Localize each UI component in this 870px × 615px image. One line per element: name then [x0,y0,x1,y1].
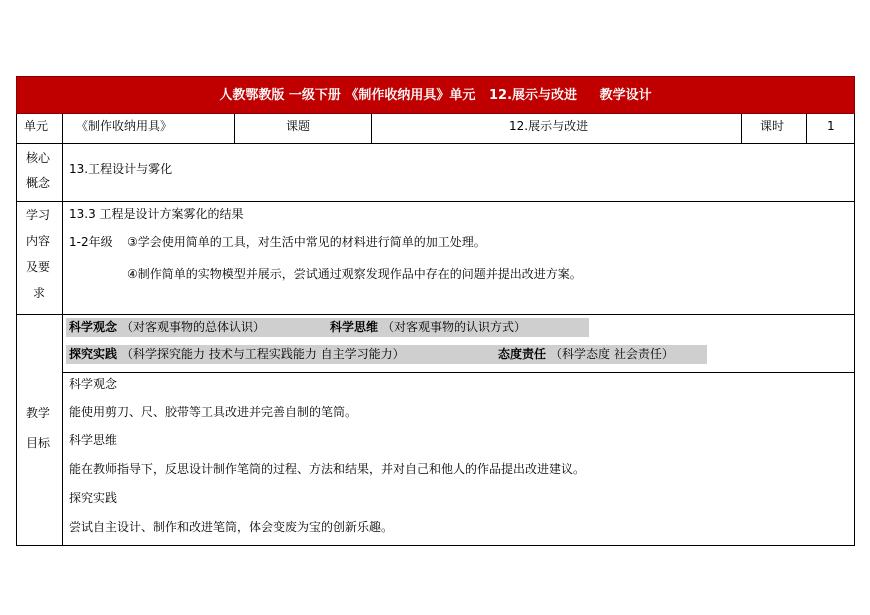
literacy-band-2 [66,345,707,364]
document-title: 人教鄂教版 一级下册 《制作收纳用具》单元 12.展示与改进 教学设计 [219,88,652,103]
literacy-band-1 [66,318,589,337]
learning-label-line4: 求 [33,286,46,300]
literacy-attitude-note: （科学态度 社会责任） [550,347,674,361]
unit-label: 单元 [24,119,49,133]
goal-heading-inquiry: 探究实践 [69,491,118,505]
literacy-inquiry-title: 探究实践 [69,347,118,361]
goal-text-concept: 能使用剪刀、尺、胶带等工具改进并完善自制的笔筒。 [69,405,358,419]
literacy-concept-note: （对客观事物的总体认识） [121,320,266,334]
goals-label-line2: 目标 [26,436,51,450]
goal-heading-thinking: 科学思维 [69,433,118,447]
goals-label-line1: 教学 [26,406,51,420]
core-label-line1: 核心 [26,151,51,165]
literacy-inquiry-note: （科学探究能力 技术与工程实践能力 自主学习能力） [121,347,405,361]
goal-heading-concept: 科学观念 [69,377,118,391]
period-label: 课时 [760,119,785,133]
core-label-line2: 概念 [26,176,51,190]
learning-label-line2: 内容 [26,234,51,248]
core-value: 13.工程设计与雾化 [69,162,173,176]
learning-content-line1: 13.3 工程是设计方案雾化的结果 [69,207,244,221]
literacy-thinking-note: （对客观事物的认识方式） [382,320,527,334]
learning-grade: 1-2年级 [69,235,113,249]
literacy-concept-title: 科学观念 [69,320,118,334]
topic-label: 课题 [286,119,311,133]
learning-content-line3: ④制作简单的实物模型并展示，尝试通过观察发现作品中存在的问题并提出改进方案。 [127,267,582,281]
unit-value: 《制作收纳用具》 [76,119,173,133]
learning-label-line3: 及要 [26,260,51,274]
learning-label-line1: 学习 [26,208,51,222]
learning-content-line2: ③学会使用简单的工具，对生活中常见的材料进行简单的加工处理。 [127,235,486,249]
period-value: 1 [827,119,835,133]
literacy-thinking-title: 科学思维 [330,320,379,334]
literacy-attitude-title: 态度责任 [498,347,547,361]
document-header-bar [16,76,855,114]
goal-text-thinking: 能在教师指导下，反思设计制作笔筒的过程、方法和结果，并对自己和他人的作品提出改进建议。 [69,462,586,476]
goal-text-inquiry: 尝试自主设计、制作和改进笔筒，体会变废为宝的创新乐趣。 [69,520,394,534]
topic-value: 12.展示与改进 [509,119,589,133]
